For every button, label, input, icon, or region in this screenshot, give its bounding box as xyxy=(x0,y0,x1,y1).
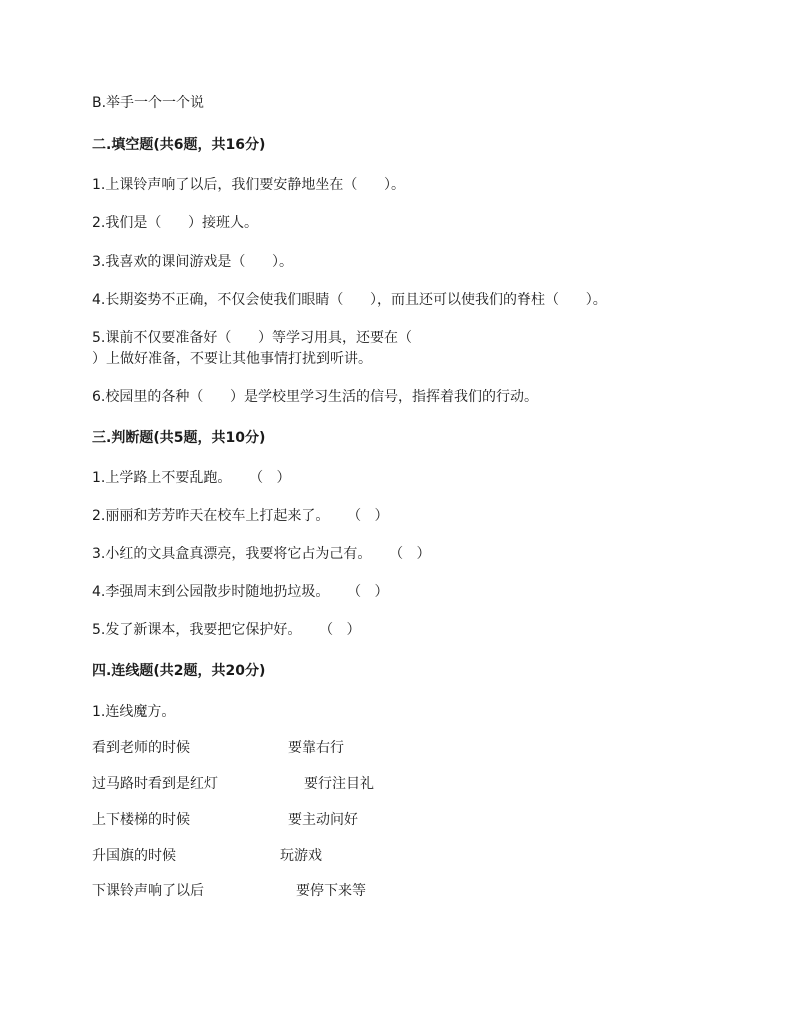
judge-item-4: 4.李强周末到公园散步时随地扔垃圾。 （ ） xyxy=(92,584,389,600)
section-heading-match: 四.连线题(共2题，共20分) xyxy=(92,663,266,679)
match-right-2: 要行注目礼 xyxy=(304,776,374,792)
fill-item-5b: ）上做好准备，不要让其他事情打扰到听讲。 xyxy=(92,351,372,367)
match-left-1: 看到老师的时候 xyxy=(92,740,190,756)
option-b: B.举手一个一个说 xyxy=(92,95,205,111)
fill-item-4: 4.长期姿势不正确，不仅会使我们眼睛（ ），而且还可以使我们的脊柱（ ）。 xyxy=(92,292,607,308)
fill-item-3: 3.我喜欢的课间游戏是（ ）。 xyxy=(92,254,294,270)
fill-item-6: 6.校园里的各种（ ）是学校里学习生活的信号，指挥着我们的行动。 xyxy=(92,389,539,405)
match-right-1: 要靠右行 xyxy=(288,740,344,756)
judge-item-1: 1.上学路上不要乱跑。 （ ） xyxy=(92,470,291,486)
section-heading-fill: 二.填空题(共6题，共16分) xyxy=(92,137,266,153)
match-left-2: 过马路时看到是红灯 xyxy=(92,776,218,792)
match-right-3: 要主动问好 xyxy=(288,812,358,828)
judge-item-5: 5.发了新课本，我要把它保护好。 （ ） xyxy=(92,622,361,638)
section-heading-judge: 三.判断题(共5题，共10分) xyxy=(92,430,266,446)
match-left-3: 上下楼梯的时候 xyxy=(92,812,190,828)
match-left-4: 升国旗的时候 xyxy=(92,848,176,864)
fill-item-5a: 5.课前不仅要准备好（ ）等学习用具，还要在（ xyxy=(92,330,413,346)
match-right-5: 要停下来等 xyxy=(296,883,366,899)
match-right-4: 玩游戏 xyxy=(280,848,322,864)
judge-item-3: 3.小红的文具盒真漂亮，我要将它占为己有。 （ ） xyxy=(92,546,431,562)
judge-item-2: 2.丽丽和芳芳昨天在校车上打起来了。 （ ） xyxy=(92,508,389,524)
fill-item-1: 1.上课铃声响了以后，我们要安静地坐在（ ）。 xyxy=(92,177,406,193)
fill-item-2: 2.我们是（ ）接班人。 xyxy=(92,215,259,231)
match-left-5: 下课铃声响了以后 xyxy=(92,883,204,899)
match-question: 1.连线魔方。 xyxy=(92,704,176,720)
